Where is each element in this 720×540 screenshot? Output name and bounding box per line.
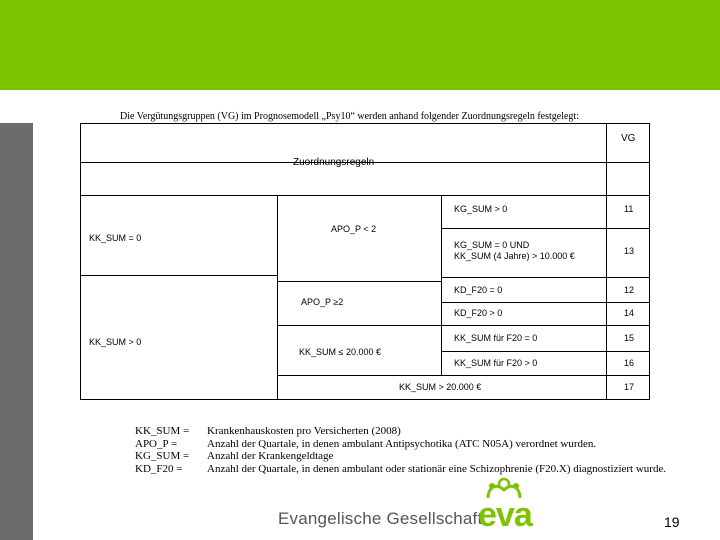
legend-desc-kk-sum: Krankenhauskosten pro Versicherten (2008) [207, 425, 401, 437]
vg-value: 14 [624, 308, 635, 318]
row-divider-kk0-kkgt0 [81, 275, 277, 276]
row-divider-11-13 [441, 228, 649, 229]
rule-kk-sum-gt0: KK_SUM > 0 [89, 337, 142, 347]
rule-kk-f20-gt0: KK_SUM für F20 > 0 [454, 358, 538, 368]
row-divider-13-12 [441, 277, 649, 278]
slide-caption: Die Vergütungsgruppen (VG) im Prognosemodell „Psy10“ werden anhand folgender Zuordnungsregeln festgelegt: [120, 111, 579, 122]
top-banner [0, 0, 720, 90]
first-column-divider [277, 195, 278, 399]
legend-abbr-kk-sum: KK_SUM = [135, 425, 190, 437]
page-number: 19 [664, 514, 680, 530]
left-sidebar-bar [0, 123, 33, 540]
vg-value: 12 [624, 285, 635, 295]
rule-kk-f20-eq0: KK_SUM für F20 = 0 [454, 333, 538, 343]
rule-kg-eq0-line1: KG_SUM = 0 UND [454, 240, 530, 250]
legend-desc-kd-f20: Anzahl der Quartale, in denen ambulant oder stationär eine Schizophrenie (F20.X) diagnostiziert wurde. [207, 462, 667, 475]
legend-abbr-apo-p: APO_P = [135, 437, 178, 450]
legend-abbreviations [135, 425, 189, 475]
rule-kk-le-20000: KK_SUM ≤ 20.000 € [299, 347, 381, 357]
rule-kd-eq0: KD_F20 = 0 [454, 285, 503, 295]
header-divider-2 [81, 195, 649, 196]
vg-value: 16 [624, 358, 635, 368]
row-divider-12-14 [441, 302, 649, 303]
vg-value: 11 [624, 204, 634, 214]
legend-desc-apo-p: Anzahl der Quartale, in denen ambulant Antipsychotika (ATC N05A) verordnet wurden. [207, 437, 597, 450]
row-divider-14-15 [277, 325, 649, 326]
legend-abbr-kg-sum: KG_SUM = [135, 450, 190, 462]
second-column-divider [441, 195, 442, 375]
rule-apo-lt2: APO_P < 2 [331, 224, 377, 234]
rule-kg-gt0: KG_SUM > 0 [454, 204, 508, 214]
row-divider-15-16 [441, 351, 649, 352]
eva-logo: eva [478, 496, 532, 534]
legend-desc-kg-sum: Anzahl der Krankengeldtage [207, 450, 334, 462]
row-divider-apo [277, 281, 441, 282]
header-vg: VG [621, 133, 636, 144]
vg-value: 15 [624, 333, 635, 343]
rule-kk-gt-20000: KK_SUM > 20.000 € [399, 382, 482, 392]
rule-kd-gt0: KD_F20 > 0 [454, 308, 503, 318]
legend-descriptions [207, 425, 666, 475]
vg-column-divider [606, 124, 607, 399]
vg-value: 13 [624, 246, 635, 256]
rule-apo-ge2: APO_P ≥2 [301, 297, 344, 307]
rule-kk-sum-0: KK_SUM = 0 [89, 233, 142, 243]
vg-value: 17 [624, 382, 635, 392]
header-rules: Zuordnungsregeln [293, 157, 375, 168]
org-name: Evangelische Gesellschaft [278, 509, 483, 528]
legend-abbr-kd-f20: KD_F20 = [135, 462, 183, 475]
rule-kg-eq0-line2: KK_SUM (4 Jahre) > 10.000 € [454, 251, 575, 261]
assignment-rules-table [80, 123, 650, 400]
row-divider-16-17 [277, 375, 649, 376]
